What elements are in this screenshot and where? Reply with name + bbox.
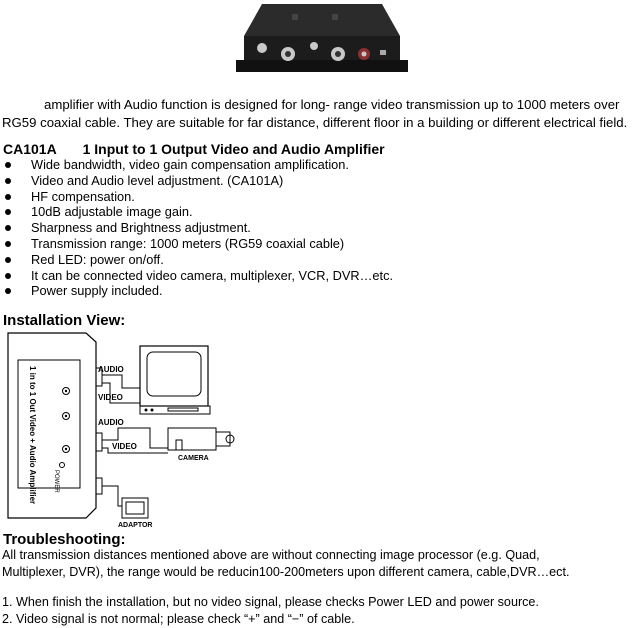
feature-item: 10dB adjustable image gain. [0, 204, 393, 220]
power-label: POWER [53, 470, 59, 493]
product-photo [232, 0, 412, 88]
amplifier-device [8, 333, 102, 518]
device-label: 1 in to 1 Out Video + Audio Amplifier [28, 366, 37, 505]
feature-item: Transmission range: 1000 meters (RG59 coaxial cable) [0, 236, 393, 252]
bullet-icon [5, 225, 11, 231]
bullet-icon [5, 288, 11, 294]
feature-item: Red LED: power on/off. [0, 252, 393, 268]
feature-item: HF compensation. [0, 189, 393, 205]
troubleshooting-item-2: 2. Video signal is not normal; please check “+” and “−” of cable. [2, 612, 355, 626]
label-audio-bottom: AUDIO [98, 418, 124, 427]
troubleshooting-para-2: Multiplexer, DVR), the range would be reducin100-200meters upon different camera, cable,DVR…ect. [2, 565, 570, 579]
installation-diagram [0, 328, 640, 533]
feature-list [0, 157, 393, 299]
bullet-icon [5, 209, 11, 215]
bullet-icon [5, 273, 11, 279]
intro-line-1: amplifier with Audio function is designed for long- range video transmission up to 1000 meters over [44, 97, 620, 112]
feature-item: Sharpness and Brightness adjustment. [0, 220, 393, 236]
label-camera: CAMERA [178, 455, 209, 462]
adaptor-icon [122, 498, 148, 518]
feature-item: Video and Audio level adjustment. (CA101A) [0, 173, 393, 189]
monitor-icon [140, 346, 210, 414]
troubleshooting-item-1: 1. When finish the installation, but no video signal, please checks Power LED and power source. [2, 595, 539, 609]
bullet-icon [5, 194, 11, 200]
bullet-icon [5, 178, 11, 184]
label-video-bottom: VIDEO [112, 442, 137, 451]
feature-item: Wide bandwidth, video gain compensation amplification. [0, 157, 393, 173]
label-video-top: VIDEO [98, 393, 123, 402]
camera-icon [168, 428, 234, 450]
bullet-icon [5, 257, 11, 263]
troubleshooting-heading: Troubleshooting: [3, 531, 126, 548]
bullet-icon [5, 162, 11, 168]
product-code: CA101A [3, 141, 57, 157]
feature-item: It can be connected video camera, multiplexer, VCR, DVR…etc. [0, 268, 393, 284]
intro-line-2: RG59 coaxial cable. They are suitable for far distance, different floor in a building or different electrical field. [2, 115, 628, 130]
product-title: 1 Input to 1 Output Video and Audio Amplifier [82, 141, 385, 157]
label-adaptor: ADAPTOR [118, 522, 153, 529]
bullet-icon [5, 241, 11, 247]
installation-heading: Installation View: [3, 312, 126, 329]
product-heading [3, 141, 385, 157]
label-audio-top: AUDIO [98, 365, 124, 374]
troubleshooting-para-1: All transmission distances mentioned above are without connecting image processor (e.g. Quad, [2, 548, 540, 562]
feature-item: Power supply included. [0, 283, 393, 299]
